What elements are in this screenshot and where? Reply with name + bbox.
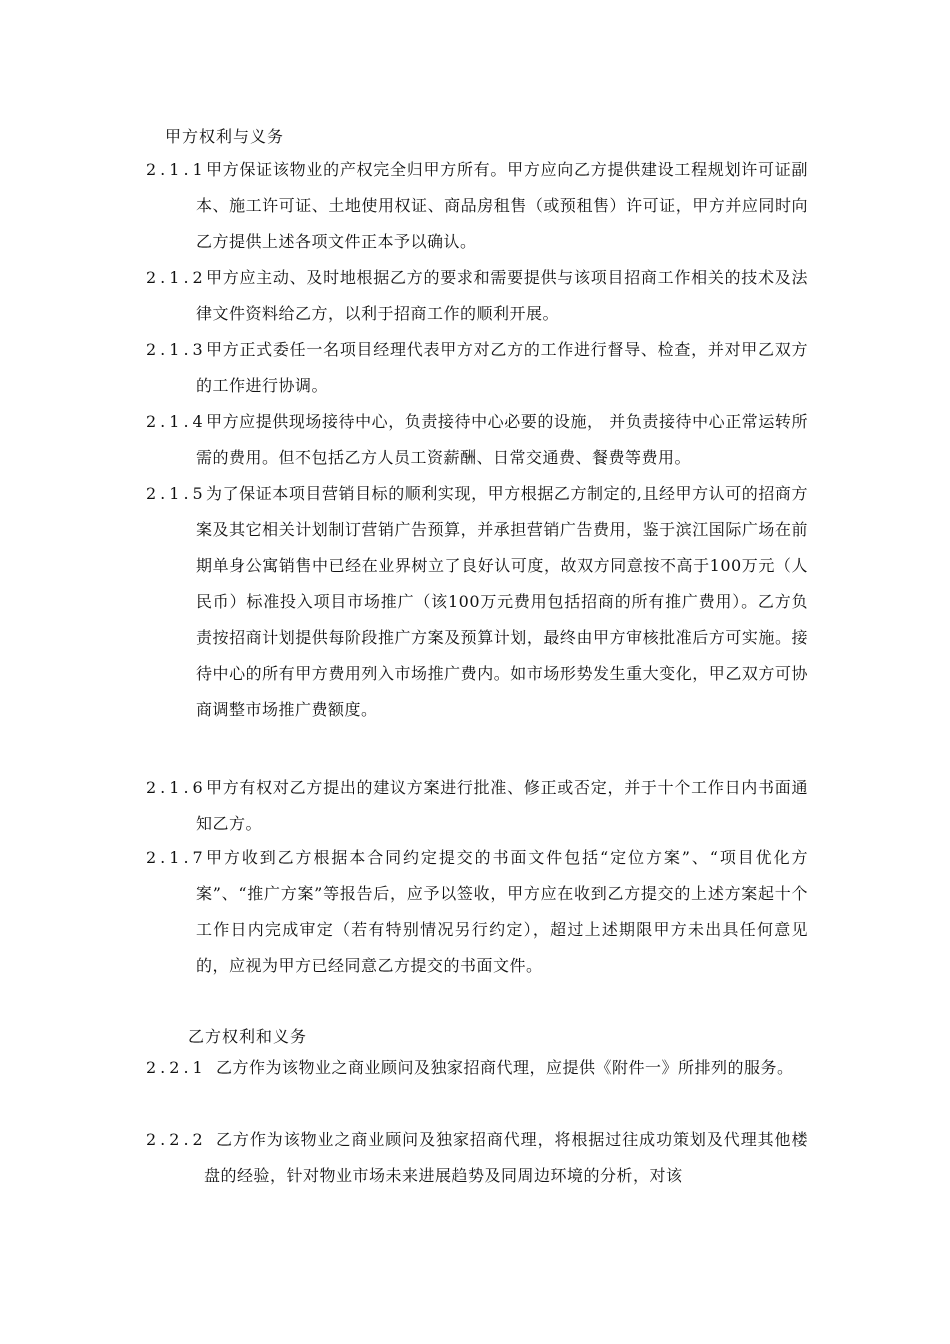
clause-text: 乙方作为该物业之商业顾问及独家招商代理，应提供《附件一》所排列的服务。 [216, 1058, 794, 1077]
clause-number: 2.1.2 [146, 268, 207, 287]
clause-text: 甲方应主动、及时地根据乙方的要求和需要提供与该项目招商工作相关的技术及法律文件资料给乙方，以利于招商工作的顺利开展。 [196, 268, 808, 323]
clause-text: 为了保证本项目营销目标的顺利实现，甲方根据乙方制定的,且经甲方认可的招商方案及其它相关计划制订营销广告预算，并承担营销广告费用，鉴于滨江国际广场在前期单身公寓销售中已经在业界树立了良好认可度，故双方同意按不高于100万元（人民币）标准投入项目市场推广（该100万元费用包括招商的所有推广费用）。乙方负责按招商计划提供每阶段推广方案及预算计划，最终由甲方审核批准后方可实施。接待中心的所有甲方费用列入市场推广费内。如市场形势发生重大变化，甲乙双方可协商调整市场推广费额度。 [196, 484, 808, 719]
clause-text: 甲方收到乙方根据本合同约定提交的书面文件包括“定位方案”、“项目优化方案”、“推广方案”等报告后，应予以签收，甲方应在收到乙方提交的上述方案起十个工作日内完成审定（若有特别情况另行约定），超过上述期限甲方未出具任何意见的，应视为甲方已经同意乙方提交的书面文件。 [196, 848, 808, 975]
clause-number: 2.2.1 [146, 1058, 207, 1077]
clause-number: 2.2.2 [146, 1130, 207, 1149]
clause-number: 2.1.3 [146, 340, 207, 359]
clause-text: 甲方有权对乙方提出的建议方案进行批准、修正或否定，并于十个工作日内书面通知乙方。 [196, 778, 808, 833]
clause-number: 2.1.4 [146, 412, 207, 431]
section-heading-party-b: 乙方权利和义务 [188, 1027, 308, 1046]
clause-text: 乙方作为该物业之商业顾问及独家招商代理，将根据过往成功策划及代理其他楼盘的经验，针对物业市场未来进展趋势及同周边环境的分析，对该 [204, 1130, 808, 1185]
clause-number: 2.1.6 [146, 778, 207, 797]
clause-text: 甲方应提供现场接待中心，负责接待中心必要的设施， 并负责接待中心正常运转所需的费用。但不包括乙方人员工资薪酬、日常交通费、餐费等费用。 [196, 412, 808, 467]
section-heading-party-a: 甲方权利与义务 [165, 127, 285, 146]
clause-number: 2.1.1 [146, 160, 207, 179]
clause-number: 2.1.5 [146, 484, 207, 503]
clause-text: 甲方正式委任一名项目经理代表甲方对乙方的工作进行督导、检查，并对甲乙双方的工作进行协调。 [196, 340, 808, 395]
clause-number: 2.1.7 [146, 848, 207, 867]
clause-text: 甲方保证该物业的产权完全归甲方所有。甲方应向乙方提供建设工程规划许可证副本、施工许可证、土地使用权证、商品房租售（或预租售）许可证，甲方并应同时向乙方提供上述各项文件正本予以确认。 [196, 160, 808, 251]
